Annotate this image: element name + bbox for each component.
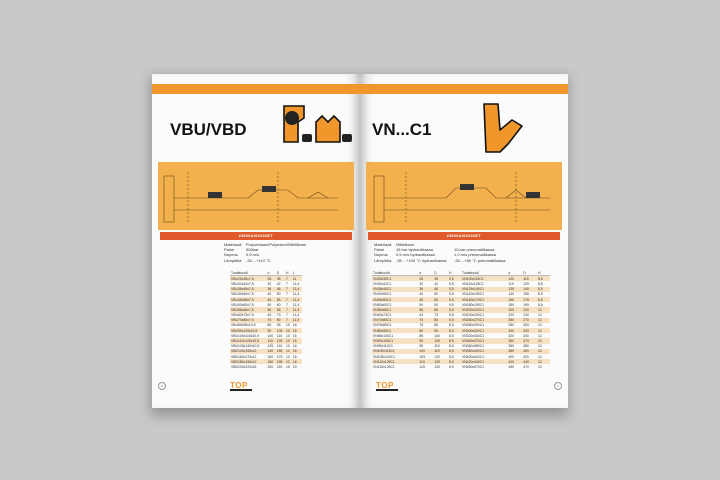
table-cell: VBU25x35x7,5 xyxy=(230,276,266,282)
left-page-number: 6 xyxy=(158,382,166,390)
table-cell: VN110x125C1 xyxy=(461,281,484,286)
table-cell: 12 xyxy=(537,313,542,318)
table-cell: VBD140x155x12 xyxy=(230,349,266,354)
table-cell: VN140x155C1 xyxy=(461,292,485,297)
table-cell: 10 xyxy=(285,344,290,349)
table-cell: 40 xyxy=(267,292,272,297)
table-cell: 11,4 xyxy=(292,307,302,312)
table-cell: 115 xyxy=(433,349,448,354)
table-cell: 370 xyxy=(522,338,537,343)
table-header: D xyxy=(276,270,285,276)
left-logo: TOP xyxy=(230,382,252,392)
table-cell: 5,5 xyxy=(448,318,461,323)
table-cell: 11,4 xyxy=(292,292,300,297)
table-cell: 11 xyxy=(292,276,302,282)
table-cell: 12 xyxy=(537,328,550,333)
table-cell: 25 xyxy=(418,276,433,282)
table-cell: 46 xyxy=(276,287,285,292)
table-cell: VBU63x73x7,5 xyxy=(231,313,254,318)
table-header: H xyxy=(537,270,550,276)
table-cell: 60 xyxy=(434,302,438,307)
table-cell: 7 xyxy=(285,313,288,318)
table-cell: 160 xyxy=(267,354,274,359)
table-cell: 10 xyxy=(285,323,290,328)
right-logo: TOP xyxy=(376,382,398,392)
table-cell: 420 xyxy=(523,354,529,359)
table-cell: 11,4 xyxy=(292,287,302,292)
table-cell: 70 xyxy=(418,318,433,323)
table-cell: 105 xyxy=(419,354,426,359)
table-header: Tuotekoodi xyxy=(461,270,507,276)
table-cell: VN110x125C1 xyxy=(372,359,418,364)
table-row xyxy=(372,364,550,369)
table-cell: 130 xyxy=(434,364,440,369)
table-cell: VN85x100C1 xyxy=(373,333,394,338)
table-cell: 8,5 xyxy=(448,359,461,364)
table-cell: VN63x73C1 xyxy=(373,313,392,318)
table-cell: VBD160x175x12 xyxy=(231,354,257,359)
table-cell: 10 xyxy=(285,338,292,343)
table-cell: 80 xyxy=(418,328,433,333)
table-cell: VN125x140C1 xyxy=(461,287,507,292)
table-cell: 55 xyxy=(433,297,448,302)
table-cell: VN250x270C1 xyxy=(461,318,507,323)
left-page xyxy=(152,74,360,408)
table-cell: VN100x115C1 xyxy=(372,349,418,354)
property-row: Lämpötila -35 ...+100 °C hydraulikassa -35 ...+80 °C pneumatiikassa xyxy=(374,257,506,263)
table-cell: 36 xyxy=(418,287,433,292)
table-cell: 80 xyxy=(433,318,448,323)
table-cell: 5,5 xyxy=(448,307,461,312)
table-cell: 7 xyxy=(285,307,292,312)
table-cell: VN360x380C1 xyxy=(461,344,485,349)
table-cell: VBU80x95x10,5 xyxy=(231,323,256,328)
table-cell: VN180x195C1 xyxy=(461,302,485,307)
table-cell: 20 xyxy=(292,364,297,369)
table-header: D xyxy=(522,270,537,276)
table-cell: 8,5 xyxy=(537,281,543,286)
table-cell: 140 xyxy=(266,349,275,354)
right-page xyxy=(360,74,568,408)
table-cell: 55 xyxy=(276,297,285,302)
right-product-table xyxy=(372,270,550,370)
table-cell: 195 xyxy=(523,302,529,307)
table-cell: 380 xyxy=(523,344,529,349)
table-cell: 7 xyxy=(285,276,292,282)
left-section-bar: OMINAISUUDET xyxy=(160,232,352,240)
table-cell: 16 xyxy=(292,338,302,343)
table-cell: 12 xyxy=(537,349,550,354)
table-cell: 95 xyxy=(433,328,448,333)
table-cell: 10 xyxy=(285,328,292,333)
property-row: Nopeus 0,5 m/s hydraulikassa 1,0 m/s pneumatiikassa xyxy=(374,252,497,258)
left-page-title: VBU/VBD xyxy=(170,120,247,139)
table-cell: VN380x400C1 xyxy=(461,349,507,354)
table-cell: 12 xyxy=(285,349,292,354)
vn-c1-profile-icon xyxy=(478,100,534,160)
table-cell: VBU125x140x10,5 xyxy=(231,344,260,349)
table-cell: 240 xyxy=(523,313,529,318)
right-top-bar xyxy=(360,84,568,94)
right-properties xyxy=(374,242,514,263)
table-cell: 16 xyxy=(292,359,302,364)
table-cell: VN300x320C1 xyxy=(461,328,507,333)
table-cell: 420 xyxy=(507,359,522,364)
table-cell: VN450x470C1 xyxy=(461,364,485,369)
table-cell: 5,5 xyxy=(449,292,454,297)
table-cell: 36 xyxy=(266,287,275,292)
table-cell: 75 xyxy=(419,323,424,328)
table-cell: VN40x50C1 xyxy=(373,292,392,297)
property-row: Paine 16 bar hydraulikassa 10 bar pneumatiikassa xyxy=(374,247,495,253)
table-cell: 95 xyxy=(276,323,281,328)
table-cell: 350 xyxy=(507,338,522,343)
table-cell: 40 xyxy=(419,292,424,297)
table-cell: 320 xyxy=(508,333,515,338)
table-cell: 8,5 xyxy=(537,292,543,297)
table-cell: 73 xyxy=(434,313,438,318)
table-cell: 25 xyxy=(266,276,275,282)
table-cell: 8,5 xyxy=(537,297,550,302)
table-cell: VN50x60C1 xyxy=(373,302,392,307)
table-cell: 195 xyxy=(276,359,285,364)
table-cell: 12 xyxy=(537,364,542,369)
table-cell: 66 xyxy=(433,307,448,312)
table-cell: 320 xyxy=(522,328,537,333)
table-cell: 155 xyxy=(523,292,529,297)
table-cell: 7 xyxy=(285,297,292,302)
table-cell: 105 xyxy=(276,328,285,333)
table-row xyxy=(230,364,302,369)
table-cell: 50 xyxy=(434,292,438,297)
left-technical-drawing xyxy=(158,162,354,230)
table-cell: 80 xyxy=(276,318,285,323)
table-cell: VN320x340C1 xyxy=(461,333,485,338)
table-cell: VBU110x125x10,5 xyxy=(230,338,266,343)
table-cell: 8,5 xyxy=(537,276,550,282)
table-cell: 470 xyxy=(523,364,529,369)
table-cell: 12 xyxy=(537,307,550,312)
table-cell: 11,4 xyxy=(292,281,300,286)
table-cell: 8,5 xyxy=(537,287,550,292)
table-cell: VN75x85C1 xyxy=(373,323,392,328)
table-cell: 125 xyxy=(433,359,448,364)
table-cell: VN32x42C1 xyxy=(373,281,392,286)
table-cell: 12 xyxy=(537,359,550,364)
table-cell: 73 xyxy=(276,313,281,318)
right-technical-drawing xyxy=(366,162,562,230)
table-cell: 90 xyxy=(266,328,275,333)
table-cell: 115 xyxy=(276,333,283,338)
table-header: L xyxy=(292,270,302,276)
table-header: D xyxy=(433,270,448,276)
table-cell: VN45x55C1 xyxy=(372,297,418,302)
table-cell: VN280x300C1 xyxy=(461,323,485,328)
table-cell: 32 xyxy=(267,281,272,286)
table-cell: VBU40x50x7,5 xyxy=(231,292,254,297)
table-cell: 7 xyxy=(285,287,292,292)
table-cell: VN56x66C1 xyxy=(372,307,418,312)
table-cell: 125 xyxy=(276,338,285,343)
table-cell: 12 xyxy=(537,333,542,338)
table-cell: 42 xyxy=(276,281,281,286)
table-cell: 80 xyxy=(267,323,272,328)
table-cell: 50 xyxy=(419,302,424,307)
table-cell: VN80x95C1 xyxy=(372,328,418,333)
table-cell: 85 xyxy=(434,323,438,328)
table-header: d xyxy=(266,270,275,276)
left-top-bar xyxy=(152,84,360,94)
table-cell: VN100x115C1 xyxy=(461,276,507,282)
table-cell: 100 xyxy=(434,333,440,338)
table-cell: 115 xyxy=(419,364,425,369)
table-cell: 140 xyxy=(508,292,515,297)
table-cell: 400 xyxy=(508,354,515,359)
table-cell: 16 xyxy=(292,333,297,338)
table-cell: 100 xyxy=(267,333,274,338)
table-cell: 16 xyxy=(292,344,297,349)
table-cell: 16 xyxy=(292,354,297,359)
table-cell: 12 xyxy=(285,354,290,359)
table-cell: 110 xyxy=(266,338,275,343)
table-cell: 8,5 xyxy=(448,338,461,343)
table-cell: 12 xyxy=(537,344,542,349)
table-cell: 180 xyxy=(508,302,515,307)
property-row: Paine 500bar xyxy=(224,247,259,253)
table-cell: 340 xyxy=(523,333,529,338)
property-row: Materiaali Polyuretaani/Polyesteri/Nitriilikumi xyxy=(224,242,307,247)
table-cell: 300 xyxy=(507,328,522,333)
table-header: d xyxy=(418,270,433,276)
table-cell: 5,5 xyxy=(449,302,454,307)
table-header: H xyxy=(448,270,461,276)
table-cell: VN105x120C1 xyxy=(373,354,396,359)
table-cell: 180 xyxy=(266,359,275,364)
table-cell: 11,4 xyxy=(292,313,300,318)
table-cell: VBU56x66x7,5 xyxy=(230,307,266,312)
table-cell: 5,5 xyxy=(448,287,461,292)
table-cell: 400 xyxy=(522,349,537,354)
table-cell: 8,5 xyxy=(449,364,454,369)
table-cell: 440 xyxy=(522,359,537,364)
table-cell: 380 xyxy=(507,349,522,354)
table-header: Tuotekoodi xyxy=(230,270,266,276)
table-cell: 175 xyxy=(522,297,537,302)
table-cell: 95 xyxy=(419,344,424,349)
table-cell: 300 xyxy=(523,323,529,328)
table-cell: 15 xyxy=(285,364,290,369)
right-page-number: 7 xyxy=(554,382,562,390)
table-cell: 140 xyxy=(276,344,283,349)
table-cell: 35 xyxy=(433,276,448,282)
table-cell: 42 xyxy=(434,281,438,286)
table-cell: 110 xyxy=(434,344,440,349)
table-cell: 5,5 xyxy=(448,297,461,302)
table-header: H xyxy=(285,270,292,276)
table-cell: VBU100x115x10,5 xyxy=(231,333,260,338)
table-cell: VN200x220C1 xyxy=(461,307,507,312)
right-page-title: VN...C1 xyxy=(372,120,432,139)
table-header: Tuotekoodi xyxy=(372,270,418,276)
table-cell: VBU36x46x7,5 xyxy=(230,287,266,292)
table-cell: 8,5 xyxy=(449,354,454,359)
table-cell: 12 xyxy=(537,318,550,323)
table-cell: 140 xyxy=(522,287,537,292)
table-cell: 66 xyxy=(276,307,285,312)
table-cell: 45 xyxy=(418,297,433,302)
table-cell: 5,5 xyxy=(449,281,454,286)
table-cell: 7 xyxy=(285,318,292,323)
table-cell: VN95x110C1 xyxy=(373,344,393,349)
table-cell: 280 xyxy=(508,323,515,328)
table-cell: 110 xyxy=(418,359,433,364)
table-cell: 12 xyxy=(537,338,550,343)
table-cell: 450 xyxy=(508,364,515,369)
table-cell: 200 xyxy=(507,307,522,312)
table-cell: 90 xyxy=(418,338,433,343)
table-cell: 8,5 xyxy=(448,349,461,354)
property-row: Materiaali Nitriilikumi xyxy=(374,242,415,247)
table-cell: 46 xyxy=(433,287,448,292)
table-cell: VN400x420C1 xyxy=(461,354,485,359)
table-cell: 63 xyxy=(267,313,272,318)
table-cell: 16 xyxy=(292,323,297,328)
table-cell: 12 xyxy=(537,323,542,328)
table-cell: VBU90x105x10,5 xyxy=(230,328,266,333)
left-product-table xyxy=(230,270,302,370)
table-cell: VN115x130C1 xyxy=(373,364,395,369)
property-row: Nopeus 0,5 m/s xyxy=(224,252,260,258)
table-cell: 155 xyxy=(276,349,285,354)
table-cell: 50 xyxy=(276,292,281,297)
table-cell: VBU50x60x7,5 xyxy=(231,302,254,307)
table-cell: VBD200x220x15 xyxy=(231,364,257,369)
table-header: d xyxy=(507,270,522,276)
table-cell: VN70x80C1 xyxy=(372,318,418,323)
table-cell: 70 xyxy=(266,318,275,323)
table-cell: 60 xyxy=(276,302,281,307)
table-cell: 5,5 xyxy=(449,323,454,328)
table-cell: VN36x46C1 xyxy=(372,287,418,292)
table-cell: 7 xyxy=(285,302,288,307)
table-cell: VN350x370C1 xyxy=(461,338,507,343)
table-cell: VBU32x42x7,5 xyxy=(231,281,254,286)
table-cell: 5,5 xyxy=(448,276,461,282)
table-cell: VN420x440C1 xyxy=(461,359,507,364)
table-cell: VN220x240C1 xyxy=(461,313,485,318)
table-cell: 50 xyxy=(267,302,272,307)
table-cell: 125 xyxy=(267,344,274,349)
table-cell: 125 xyxy=(507,287,522,292)
table-cell: 11,4 xyxy=(292,297,302,302)
table-cell: 16 xyxy=(292,328,302,333)
table-cell: 8,5 xyxy=(448,328,461,333)
table-cell: 175 xyxy=(276,354,283,359)
table-cell: 8,5 xyxy=(449,344,454,349)
table-cell: 63 xyxy=(419,313,424,318)
table-cell: 7 xyxy=(285,292,288,297)
property-row: Lämpötila -35 ...+110 °C xyxy=(224,257,271,263)
table-cell: 8,5 xyxy=(449,333,454,338)
table-cell: VN160x175C1 xyxy=(461,297,507,302)
table-cell: 12 xyxy=(285,359,292,364)
table-cell: VN25x35C1 xyxy=(372,276,418,282)
table-cell: 110 xyxy=(508,281,514,286)
table-cell: 32 xyxy=(419,281,424,286)
table-cell: 85 xyxy=(419,333,424,338)
table-cell: 56 xyxy=(266,307,275,312)
vbu-vbd-profile-icon xyxy=(278,100,358,156)
table-cell: VBU45x55x7,5 xyxy=(230,297,266,302)
table-cell: 7 xyxy=(285,281,288,286)
table-cell: 270 xyxy=(522,318,537,323)
table-cell: 220 xyxy=(508,313,515,318)
table-cell: 56 xyxy=(418,307,433,312)
table-cell: 11,4 xyxy=(292,302,300,307)
table-cell: 125 xyxy=(523,281,529,286)
table-cell: VBU70x80x7,5 xyxy=(230,318,266,323)
table-cell: 250 xyxy=(507,318,522,323)
table-cell: 5,5 xyxy=(449,313,454,318)
table-cell: 12 xyxy=(537,354,542,359)
table-cell: 160 xyxy=(507,297,522,302)
table-cell: 360 xyxy=(508,344,515,349)
table-cell: 45 xyxy=(266,297,275,302)
right-section-bar: OMINAISUUDET xyxy=(368,232,560,240)
table-cell: 220 xyxy=(276,364,283,369)
table-cell: 220 xyxy=(522,307,537,312)
table-cell: 105 xyxy=(433,338,448,343)
table-cell: 115 xyxy=(522,276,537,282)
table-cell: 120 xyxy=(434,354,440,359)
left-properties xyxy=(224,242,307,263)
table-cell: 11,4 xyxy=(292,318,302,323)
table-cell: 10 xyxy=(285,333,290,338)
table-cell: 200 xyxy=(267,364,274,369)
table-cell: 16 xyxy=(292,349,302,354)
table-cell: 100 xyxy=(507,276,522,282)
table-cell: 35 xyxy=(276,276,285,282)
table-cell: VN90x105C1 xyxy=(372,338,418,343)
table-cell: 8,5 xyxy=(537,302,543,307)
table-cell: 100 xyxy=(418,349,433,354)
table-cell: VBD180x195x12 xyxy=(230,359,266,364)
